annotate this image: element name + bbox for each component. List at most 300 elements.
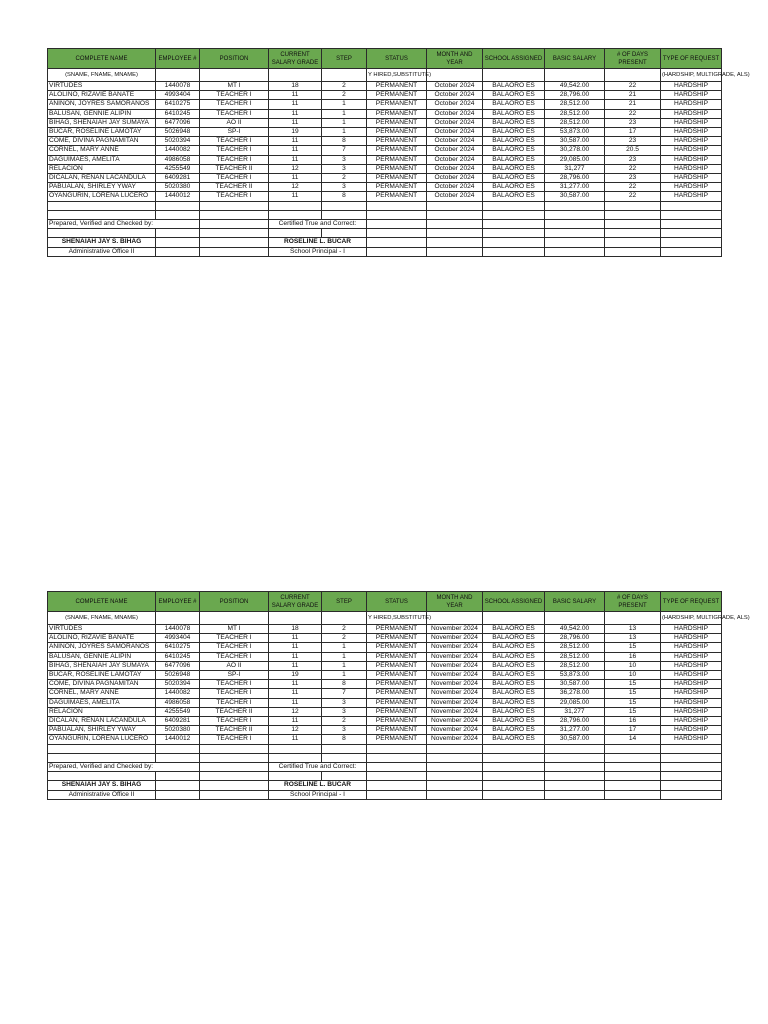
header-status: STATUS: [367, 49, 427, 69]
table-row: [48, 726, 722, 735]
school-assigned-cell: BALAORO ES: [483, 100, 545, 109]
salary-grade-cell: 19: [269, 671, 322, 680]
salary-grade-cell: 11: [269, 661, 322, 670]
signatory-2-title: School Principal - I: [269, 247, 367, 256]
step-cell: 2: [322, 634, 367, 643]
school-assigned-cell: BALAORO ES: [483, 82, 545, 91]
position-cell: MT I: [200, 625, 269, 634]
month-year-cell: November 2024: [427, 698, 483, 707]
status-cell: PERMANENT: [367, 146, 427, 155]
position-cell: MT I: [200, 82, 269, 91]
days-present-cell: 15: [605, 707, 661, 716]
employee-rows-october: [48, 82, 722, 202]
salary-grade-cell: 18: [269, 82, 322, 91]
request-type-cell: HARDSHIP: [661, 82, 722, 91]
request-type-cell: HARDSHIP: [661, 164, 722, 173]
days-present-cell: 22: [605, 183, 661, 192]
salary-grade-cell: 11: [269, 680, 322, 689]
basic-salary-cell: 36,278.00: [545, 689, 605, 698]
prepared-by-label: Prepared, Verified and Checked by:: [48, 763, 200, 772]
employee-number-cell: 6477096: [156, 118, 200, 127]
school-assigned-cell: BALAORO ES: [483, 109, 545, 118]
request-type-cell: HARDSHIP: [661, 109, 722, 118]
month-year-cell: October 2024: [427, 137, 483, 146]
salary-grade-cell: 12: [269, 164, 322, 173]
salary-grade-cell: 19: [269, 128, 322, 137]
employee-number-cell: 4993404: [156, 91, 200, 100]
employee-number-cell: 1440012: [156, 192, 200, 201]
employee-name-cell: BIHAG, SHENAIAH JAY SUMAYA: [48, 661, 156, 670]
report-sheet-november: [47, 591, 750, 800]
table-row: [48, 155, 722, 164]
step-cell: 3: [322, 164, 367, 173]
school-assigned-cell: BALAORO ES: [483, 671, 545, 680]
salary-grade-cell: 11: [269, 118, 322, 127]
table-row: [48, 91, 722, 100]
month-year-cell: November 2024: [427, 671, 483, 680]
step-cell: 8: [322, 680, 367, 689]
table-row: [48, 128, 722, 137]
month-year-cell: November 2024: [427, 643, 483, 652]
month-year-cell: November 2024: [427, 726, 483, 735]
step-cell: 3: [322, 726, 367, 735]
employee-number-cell: 4993404: [156, 634, 200, 643]
request-type-cell: HARDSHIP: [661, 735, 722, 744]
header-employee-number: EMPLOYEE #: [156, 49, 200, 69]
certified-label: Certified True and Correct:: [269, 220, 367, 229]
days-present-cell: 17: [605, 128, 661, 137]
subheader-request-note: (HARDSHIP, MULTIGRADE, ALS): [661, 69, 722, 82]
header-month-year: MONTH AND YEAR: [427, 592, 483, 612]
basic-salary-cell: 29,085.00: [545, 698, 605, 707]
month-year-cell: November 2024: [427, 717, 483, 726]
status-cell: PERMANENT: [367, 726, 427, 735]
employee-number-cell: 5026948: [156, 671, 200, 680]
subheader-status-note: Y HIRED,SUBSTITUTE): [367, 69, 427, 82]
position-cell: AO II: [200, 661, 269, 670]
month-year-cell: October 2024: [427, 128, 483, 137]
employee-number-cell: 6410245: [156, 109, 200, 118]
request-type-cell: HARDSHIP: [661, 146, 722, 155]
employee-name-cell: CORNEL, MARY ANNE: [48, 146, 156, 155]
month-year-cell: October 2024: [427, 183, 483, 192]
request-type-cell: HARDSHIP: [661, 652, 722, 661]
days-present-cell: 23: [605, 155, 661, 164]
school-assigned-cell: BALAORO ES: [483, 183, 545, 192]
basic-salary-cell: 30,587.00: [545, 192, 605, 201]
position-cell: TEACHER I: [200, 680, 269, 689]
basic-salary-cell: 53,873.00: [545, 128, 605, 137]
table-row: [48, 174, 722, 183]
salary-grade-cell: 11: [269, 735, 322, 744]
table-row: [48, 164, 722, 173]
salary-grade-cell: 11: [269, 100, 322, 109]
header-status: STATUS: [367, 592, 427, 612]
status-cell: PERMANENT: [367, 183, 427, 192]
school-assigned-cell: BALAORO ES: [483, 735, 545, 744]
signatory-1-name: SHENAIAH JAY S. BIHAG: [48, 238, 156, 247]
days-present-cell: 17: [605, 726, 661, 735]
subheader-row: [48, 612, 722, 625]
basic-salary-cell: 28,512.00: [545, 109, 605, 118]
school-assigned-cell: BALAORO ES: [483, 155, 545, 164]
basic-salary-cell: 28,512.00: [545, 643, 605, 652]
request-type-cell: HARDSHIP: [661, 643, 722, 652]
table-row: [48, 671, 722, 680]
basic-salary-cell: 28,796.00: [545, 174, 605, 183]
request-type-cell: HARDSHIP: [661, 174, 722, 183]
employee-name-cell: BALUSAN, GENNIE ALIPIN: [48, 109, 156, 118]
header-school: SCHOOL ASSIGNED: [483, 592, 545, 612]
basic-salary-cell: 28,512.00: [545, 661, 605, 670]
step-cell: 2: [322, 717, 367, 726]
basic-salary-cell: 30,587.00: [545, 735, 605, 744]
position-cell: SP-I: [200, 671, 269, 680]
position-cell: SP-I: [200, 128, 269, 137]
school-assigned-cell: BALAORO ES: [483, 726, 545, 735]
request-type-cell: HARDSHIP: [661, 717, 722, 726]
request-type-cell: HARDSHIP: [661, 155, 722, 164]
position-cell: TEACHER I: [200, 735, 269, 744]
position-cell: TEACHER II: [200, 726, 269, 735]
salary-grade-cell: 11: [269, 91, 322, 100]
header-complete-name: COMPLETE NAME: [48, 592, 156, 612]
request-type-cell: HARDSHIP: [661, 707, 722, 716]
employee-name-cell: DAGUIMAES, AMELITA: [48, 698, 156, 707]
request-type-cell: HARDSHIP: [661, 118, 722, 127]
month-year-cell: November 2024: [427, 689, 483, 698]
status-cell: PERMANENT: [367, 689, 427, 698]
header-request-type: TYPE OF REQUEST: [661, 592, 722, 612]
signatory-titles-row: [48, 247, 722, 256]
signatory-2-title: School Principal - I: [269, 790, 367, 799]
status-cell: PERMANENT: [367, 100, 427, 109]
school-assigned-cell: BALAORO ES: [483, 689, 545, 698]
month-year-cell: November 2024: [427, 707, 483, 716]
position-cell: TEACHER I: [200, 643, 269, 652]
employee-name-cell: ANINON, JOYRES SAMORANOS: [48, 100, 156, 109]
table-row: [48, 183, 722, 192]
employee-number-cell: 1440012: [156, 735, 200, 744]
step-cell: 7: [322, 146, 367, 155]
header-days-present: # OF DAYS PRESENT: [605, 49, 661, 69]
basic-salary-cell: 31,277: [545, 707, 605, 716]
table-row: [48, 689, 722, 698]
month-year-cell: October 2024: [427, 82, 483, 91]
step-cell: 1: [322, 671, 367, 680]
employee-number-cell: 6410275: [156, 643, 200, 652]
signatory-1-title: Administrative Office II: [48, 247, 156, 256]
status-cell: PERMANENT: [367, 717, 427, 726]
salary-grade-cell: 11: [269, 137, 322, 146]
position-cell: TEACHER I: [200, 652, 269, 661]
status-cell: PERMANENT: [367, 174, 427, 183]
request-type-cell: HARDSHIP: [661, 128, 722, 137]
employee-name-cell: RELACION: [48, 164, 156, 173]
step-cell: 3: [322, 155, 367, 164]
days-present-cell: 22: [605, 164, 661, 173]
step-cell: 3: [322, 183, 367, 192]
month-year-cell: October 2024: [427, 146, 483, 155]
header-basic-salary: BASIC SALARY: [545, 49, 605, 69]
subheader-status-note: Y HIRED,SUBSTITUTE): [367, 612, 427, 625]
request-type-cell: HARDSHIP: [661, 680, 722, 689]
status-cell: PERMANENT: [367, 118, 427, 127]
step-cell: 8: [322, 192, 367, 201]
hardship-table-october: [47, 48, 750, 257]
employee-name-cell: DICALAN, RENAN LACANDULA: [48, 174, 156, 183]
employee-name-cell: PABUALAN, SHIRLEY YWAY: [48, 726, 156, 735]
status-cell: PERMANENT: [367, 128, 427, 137]
step-cell: 8: [322, 735, 367, 744]
status-cell: PERMANENT: [367, 735, 427, 744]
step-cell: 2: [322, 91, 367, 100]
month-year-cell: October 2024: [427, 164, 483, 173]
basic-salary-cell: 28,796.00: [545, 634, 605, 643]
month-year-cell: November 2024: [427, 680, 483, 689]
school-assigned-cell: BALAORO ES: [483, 643, 545, 652]
employee-rows-november: [48, 625, 722, 745]
header-step: STEP: [322, 592, 367, 612]
request-type-cell: HARDSHIP: [661, 192, 722, 201]
employee-name-cell: BALUSAN, GENNIE ALIPIN: [48, 652, 156, 661]
basic-salary-cell: 30,278.00: [545, 146, 605, 155]
position-cell: TEACHER I: [200, 100, 269, 109]
basic-salary-cell: 31,277: [545, 164, 605, 173]
school-assigned-cell: BALAORO ES: [483, 661, 545, 670]
basic-salary-cell: 49,542.00: [545, 625, 605, 634]
subheader-name-format: (SNAME, FNAME, MNAME): [48, 612, 156, 625]
employee-number-cell: 1440082: [156, 146, 200, 155]
status-cell: PERMANENT: [367, 671, 427, 680]
hardship-table-november: [47, 591, 750, 800]
employee-number-cell: 1440078: [156, 625, 200, 634]
signatory-1-title: Administrative Office II: [48, 790, 156, 799]
request-type-cell: HARDSHIP: [661, 625, 722, 634]
header-position: POSITION: [200, 592, 269, 612]
days-present-cell: 15: [605, 689, 661, 698]
position-cell: TEACHER II: [200, 164, 269, 173]
days-present-cell: 23: [605, 174, 661, 183]
days-present-cell: 23: [605, 137, 661, 146]
header-step: STEP: [322, 49, 367, 69]
request-type-cell: HARDSHIP: [661, 661, 722, 670]
request-type-cell: HARDSHIP: [661, 91, 722, 100]
employee-name-cell: DAGUIMAES, AMELITA: [48, 155, 156, 164]
salary-grade-cell: 11: [269, 146, 322, 155]
employee-name-cell: COME, DIVINA PAGNAMITAN: [48, 137, 156, 146]
days-present-cell: 22: [605, 82, 661, 91]
status-cell: PERMANENT: [367, 680, 427, 689]
position-cell: AO II: [200, 118, 269, 127]
subheader-request-note: (HARDSHIP, MULTIGRADE, ALS): [661, 612, 722, 625]
table-row: [48, 192, 722, 201]
employee-name-cell: BUCAR, ROSELINE LAMOTAY: [48, 671, 156, 680]
employee-name-cell: COME, DIVINA PAGNAMITAN: [48, 680, 156, 689]
days-present-cell: 16: [605, 652, 661, 661]
status-cell: PERMANENT: [367, 192, 427, 201]
request-type-cell: HARDSHIP: [661, 671, 722, 680]
header-row: [48, 49, 722, 69]
step-cell: 7: [322, 689, 367, 698]
employee-name-cell: BIHAG, SHENAIAH JAY SUMAYA: [48, 118, 156, 127]
header-request-type: TYPE OF REQUEST: [661, 49, 722, 69]
prepared-by-label: Prepared, Verified and Checked by:: [48, 220, 200, 229]
step-cell: 3: [322, 707, 367, 716]
days-present-cell: 21: [605, 100, 661, 109]
employee-number-cell: 6410275: [156, 100, 200, 109]
employee-name-cell: CORNEL, MARY ANNE: [48, 689, 156, 698]
step-cell: 2: [322, 82, 367, 91]
employee-name-cell: VIRTUDES: [48, 82, 156, 91]
step-cell: 1: [322, 100, 367, 109]
salary-grade-cell: 11: [269, 634, 322, 643]
employee-name-cell: PABUALAN, SHIRLEY YWAY: [48, 183, 156, 192]
school-assigned-cell: BALAORO ES: [483, 680, 545, 689]
salary-grade-cell: 11: [269, 698, 322, 707]
school-assigned-cell: BALAORO ES: [483, 652, 545, 661]
salary-grade-cell: 12: [269, 707, 322, 716]
employee-number-cell: 6409281: [156, 717, 200, 726]
school-assigned-cell: BALAORO ES: [483, 146, 545, 155]
signatory-titles-row: [48, 790, 722, 799]
header-salary-grade: CURRENT SALARY GRADE: [269, 49, 322, 69]
position-cell: TEACHER I: [200, 634, 269, 643]
employee-name-cell: ANINON, JOYRES SAMORANOS: [48, 643, 156, 652]
table-row: [48, 137, 722, 146]
status-cell: PERMANENT: [367, 82, 427, 91]
basic-salary-cell: 30,587.00: [545, 680, 605, 689]
employee-number-cell: 1440078: [156, 82, 200, 91]
status-cell: PERMANENT: [367, 634, 427, 643]
signature-labels-row: [48, 220, 722, 229]
days-present-cell: 15: [605, 698, 661, 707]
status-cell: PERMANENT: [367, 109, 427, 118]
table-row: [48, 643, 722, 652]
month-year-cell: November 2024: [427, 735, 483, 744]
status-cell: PERMANENT: [367, 661, 427, 670]
basic-salary-cell: 28,512.00: [545, 100, 605, 109]
subheader-row: [48, 69, 722, 82]
status-cell: PERMANENT: [367, 155, 427, 164]
employee-number-cell: 6477096: [156, 661, 200, 670]
table-row: [48, 100, 722, 109]
table-row: [48, 707, 722, 716]
school-assigned-cell: BALAORO ES: [483, 174, 545, 183]
salary-grade-cell: 11: [269, 109, 322, 118]
month-year-cell: October 2024: [427, 91, 483, 100]
salary-grade-cell: 18: [269, 625, 322, 634]
table-row: [48, 735, 722, 744]
header-employee-number: EMPLOYEE #: [156, 592, 200, 612]
basic-salary-cell: 28,512.00: [545, 652, 605, 661]
school-assigned-cell: BALAORO ES: [483, 707, 545, 716]
salary-grade-cell: 11: [269, 717, 322, 726]
position-cell: TEACHER I: [200, 174, 269, 183]
school-assigned-cell: BALAORO ES: [483, 634, 545, 643]
employee-number-cell: 5020394: [156, 680, 200, 689]
table-row: [48, 652, 722, 661]
header-basic-salary: BASIC SALARY: [545, 592, 605, 612]
days-present-cell: 13: [605, 634, 661, 643]
position-cell: TEACHER II: [200, 183, 269, 192]
month-year-cell: November 2024: [427, 661, 483, 670]
employee-name-cell: ALOLINO, RIZAVIE BANATE: [48, 634, 156, 643]
basic-salary-cell: 28,796.00: [545, 91, 605, 100]
table-row: [48, 680, 722, 689]
request-type-cell: HARDSHIP: [661, 689, 722, 698]
step-cell: 1: [322, 118, 367, 127]
position-cell: TEACHER I: [200, 91, 269, 100]
month-year-cell: October 2024: [427, 192, 483, 201]
position-cell: TEACHER I: [200, 192, 269, 201]
school-assigned-cell: BALAORO ES: [483, 137, 545, 146]
days-present-cell: 16: [605, 717, 661, 726]
salary-grade-cell: 11: [269, 643, 322, 652]
basic-salary-cell: 49,542.00: [545, 82, 605, 91]
position-cell: TEACHER I: [200, 717, 269, 726]
days-present-cell: 15: [605, 643, 661, 652]
basic-salary-cell: 30,587.00: [545, 137, 605, 146]
table-row: [48, 118, 722, 127]
header-school: SCHOOL ASSIGNED: [483, 49, 545, 69]
status-cell: PERMANENT: [367, 164, 427, 173]
month-year-cell: October 2024: [427, 155, 483, 164]
basic-salary-cell: 28,796.00: [545, 717, 605, 726]
step-cell: 1: [322, 109, 367, 118]
signatory-names-row: [48, 781, 722, 790]
report-sheet-october: [47, 48, 750, 257]
step-cell: 1: [322, 643, 367, 652]
school-assigned-cell: BALAORO ES: [483, 118, 545, 127]
employee-name-cell: DICALAN, RENAN LACANDULA: [48, 717, 156, 726]
certified-label: Certified True and Correct:: [269, 763, 367, 772]
days-present-cell: 13: [605, 625, 661, 634]
status-cell: PERMANENT: [367, 698, 427, 707]
basic-salary-cell: 29,085.00: [545, 155, 605, 164]
step-cell: 1: [322, 652, 367, 661]
step-cell: 3: [322, 698, 367, 707]
school-assigned-cell: BALAORO ES: [483, 717, 545, 726]
position-cell: TEACHER II: [200, 707, 269, 716]
days-present-cell: 14: [605, 735, 661, 744]
status-cell: PERMANENT: [367, 625, 427, 634]
month-year-cell: November 2024: [427, 652, 483, 661]
month-year-cell: October 2024: [427, 109, 483, 118]
employee-number-cell: 4986058: [156, 698, 200, 707]
status-cell: PERMANENT: [367, 643, 427, 652]
salary-grade-cell: 12: [269, 726, 322, 735]
days-present-cell: 10: [605, 671, 661, 680]
days-present-cell: 22: [605, 192, 661, 201]
employee-number-cell: 4255549: [156, 164, 200, 173]
days-present-cell: 22: [605, 109, 661, 118]
request-type-cell: HARDSHIP: [661, 634, 722, 643]
school-assigned-cell: BALAORO ES: [483, 698, 545, 707]
employee-name-cell: RELACION: [48, 707, 156, 716]
signatory-1-name: SHENAIAH JAY S. BIHAG: [48, 781, 156, 790]
employee-number-cell: 6410245: [156, 652, 200, 661]
table-row: [48, 82, 722, 91]
days-present-cell: 23: [605, 118, 661, 127]
table-row: [48, 634, 722, 643]
month-year-cell: October 2024: [427, 100, 483, 109]
position-cell: TEACHER I: [200, 689, 269, 698]
table-row: [48, 146, 722, 155]
table-row: [48, 717, 722, 726]
status-cell: PERMANENT: [367, 91, 427, 100]
employee-name-cell: OYANGURIN, LORENA LUCERO: [48, 735, 156, 744]
